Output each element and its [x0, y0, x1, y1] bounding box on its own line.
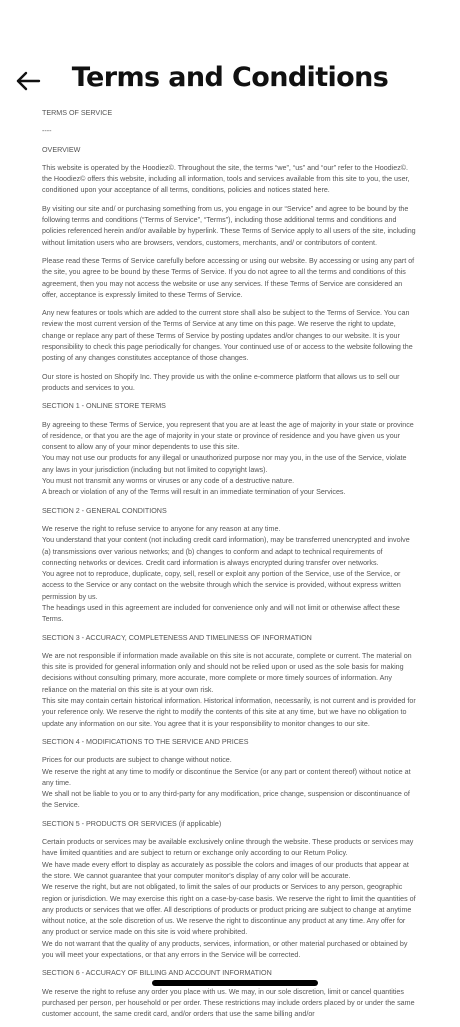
- paragraph: [42, 755, 418, 811]
- paragraph: [42, 524, 418, 626]
- paragraph: [42, 837, 418, 961]
- text-line: We reserve the right, but are not obligated, to limit the sales of our products or Services to any person, geographic region or jurisdiction. We may exercise this right on a case-by-case basis. We reserve the right to limit the quantities of any products or services that we offer. All descriptions of products or product pricing are subject to change at anytime without notice, at the sole discretion of us. We reserve the right to discontinue any product at any time. Any offer for any product or service made on this site is void where prohibited.: [42, 883, 416, 937]
- section-heading: [42, 108, 418, 119]
- text-line: SECTION 2 - GENERAL CONDITIONS: [42, 506, 167, 515]
- paragraph: [42, 256, 418, 301]
- text-line: You understand that your content (not including credit card information), may be transferred unencrypted and involve (a) transmissions over various networks; and (b) changes to conform and adapt to technical requirements of connecting networks or devices. Credit card information is always encrypted during transfer over networks.: [42, 536, 410, 567]
- text-line: We are not responsible if information made available on this site is not accurate, complete or current. The material on this site is provided for general information only and should not be relied upon or used as the sole basis for making decisions without consulting primary, more accurate, more complete or more timely sources of information. Any reliance on the material on this site is at your own risk.: [42, 651, 412, 694]
- text-line: A breach or violation of any of the Terms will result in an immediate termination of your Services.: [42, 488, 346, 497]
- text-line: Any new features or tools which are added to the current store shall also be subject to the Terms of Service. You can review the most current version of the Terms of Service at any time on this page. We reserve the right to update, change or replace any part of these Terms of Service by posting updates and/or changes to our website. It is your responsibility to check this page periodically for changes. Your continued use of or access to the website following the posting of any changes constitutes acceptance of those changes.: [42, 309, 413, 363]
- header-bar: [0, 0, 460, 104]
- section-heading: [42, 506, 418, 517]
- redaction-bar: [152, 980, 318, 986]
- text-line: We have made every effort to display as accurately as possible the colors and images of our products that appear at the store. We cannot guarantee that your computer monitor's display of any color will be accurate.: [42, 860, 409, 880]
- text-line: This site may contain certain historical information. Historical information, necessarily, is not current and is provided for your reference only. We reserve the right to modify the contents of this site at any time, but we have no obligation to update any information on our site. You agree that it is your responsibility to monitor changes to our site.: [42, 697, 416, 728]
- text-line: You agree not to reproduce, duplicate, copy, sell, resell or exploit any portion of the Service, use of the Service, or access to the Service or any contact on the website through which the service is provided, without express written permission by us.: [42, 570, 401, 601]
- paragraph: [42, 204, 418, 249]
- text-line: We reserve the right at any time to modify or discontinue the Service (or any part or content thereof) without notice at any time.: [42, 767, 411, 787]
- text-line: OVERVIEW: [42, 145, 81, 154]
- text-line: TERMS OF SERVICE: [42, 109, 113, 117]
- text-line: Prices for our products are subject to change without notice.: [42, 756, 232, 765]
- text-line: We shall not be liable to you or to any third-party for any modification, price change, suspension or discontinuance of the Service.: [42, 790, 410, 810]
- section-heading: [42, 968, 418, 979]
- text-line: SECTION 1 - ONLINE STORE TERMS: [42, 402, 166, 411]
- text-line: SECTION 4 - MODIFICATIONS TO THE SERVICE AND PRICES: [42, 737, 249, 746]
- text-line: SECTION 6 - ACCURACY OF BILLING AND ACCOUNT INFORMATION: [42, 969, 272, 978]
- section-heading: [42, 737, 418, 748]
- section-heading: [42, 401, 418, 412]
- section-heading: [42, 819, 418, 830]
- text-line: We reserve the right to refuse any order you place with us. We may, in our sole discretion, limit or cancel quantities purchased per person, per household or per order. These restrictions may include orders placed by or under the same customer account, the same credit card, and/or orders that use the same billing and/or: [42, 987, 415, 1019]
- text-line: We reserve the right to refuse service to anyone for any reason at any time.: [42, 524, 281, 533]
- paragraph: [42, 987, 418, 1021]
- paragraph: [42, 372, 418, 395]
- text-line: Certain products or services may be available exclusively online through the website. These products or services may have limited quantities and are subject to return or exchange only according to our Return Policy.: [42, 838, 414, 858]
- text-line: Our store is hosted on Shopify Inc. They provide us with the online e-commerce platform that allows us to sell our products and services to you.: [42, 372, 400, 392]
- section-heading: [42, 633, 418, 644]
- text-line: SECTION 5 - PRODUCTS OR SERVICES (if applicable): [42, 819, 222, 828]
- text-line: ----: [42, 127, 52, 136]
- paragraph: [42, 126, 418, 137]
- text-line: The headings used in this agreement are included for convenience only and will not limit or otherwise affect these Terms.: [42, 603, 400, 624]
- section-heading: [42, 145, 418, 156]
- text-line: You may not use our products for any illegal or unauthorized purpose nor may you, in the use of the Service, violate any laws in your jurisdiction (including but not limited to copyright laws).: [42, 454, 407, 474]
- paragraph: [42, 420, 418, 499]
- paragraph: [42, 163, 418, 197]
- text-line: By visiting our site and/ or purchasing something from us, you engage in our “Service” and agree to be bound by the following terms and conditions (“Terms of Service”, “Terms”), including those additional terms and conditions and policies referenced herein and/or available by hyperlink. These Terms of Service apply to all users of the site, including without limitation users who are browsers, vendors, customers, merchants, and/ or contributors of content.: [42, 204, 416, 247]
- text-line: This website is operated by the Hoodiez©. Throughout the site, the terms “we”, “us” and “our” refer to the Hoodiez©. the Hoodiez© offers this website, including all information, tools and services available from this site to you, the user, conditioned upon your acceptance of all terms, conditions, policies and notices stated here.: [42, 163, 410, 195]
- text-line: By agreeing to these Terms of Service, you represent that you are at least the age of majority in your state or province of residence, or that you are the age of majority in your state or province of residence and you have given us your consent to allow any of your minor dependents to use this site.: [42, 420, 414, 452]
- paragraph: [42, 651, 418, 730]
- page-title: Terms and Conditions: [71, 62, 389, 93]
- text-line: We do not warrant that the quality of any products, services, information, or other material purchased or obtained by you will meet your expectations, or that any errors in the Service will be corrected.: [42, 939, 408, 959]
- text-line: SECTION 3 - ACCURACY, COMPLETENESS AND TIMELINESS OF INFORMATION: [42, 633, 312, 642]
- text-line: You must not transmit any worms or viruses or any code of a destructive nature.: [42, 477, 295, 486]
- paragraph: [42, 308, 418, 364]
- terms-body: [42, 108, 418, 1027]
- text-line: Please read these Terms of Service carefully before accessing or using our website. By accessing or using any part of the site, you agree to be bound by these Terms of Service. If you do not agree to all the terms and conditions of this agreement, then you may not access the website or use any services. If these Terms of Service are considered an offer, acceptance is expressly limited to these Terms of Service.: [42, 256, 415, 299]
